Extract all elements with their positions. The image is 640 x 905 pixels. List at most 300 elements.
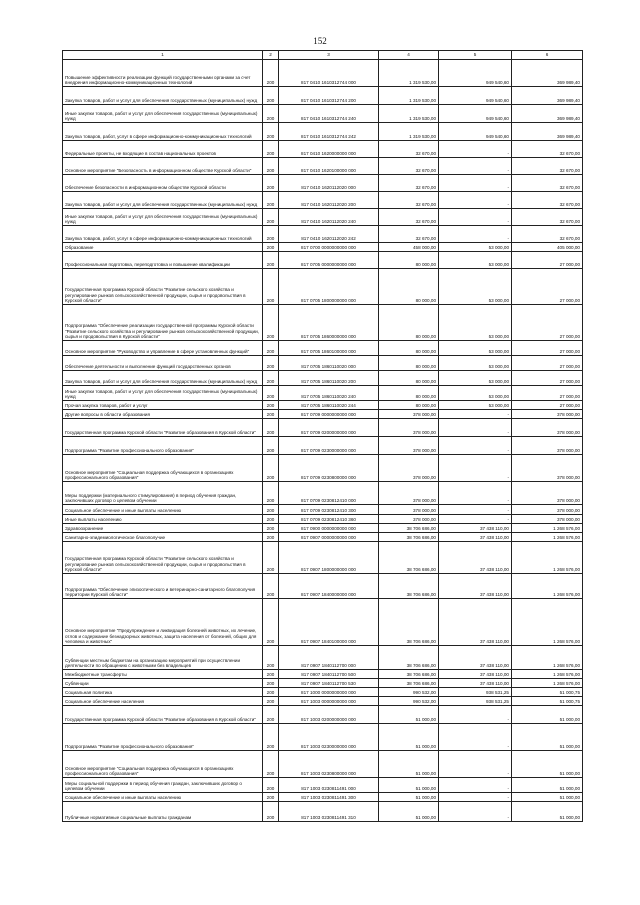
- row-executed-amount-cell: -: [439, 778, 512, 793]
- row-approved-amount-cell: 32 670,00: [379, 141, 439, 158]
- row-executed-amount-cell: 938 531,25: [439, 688, 512, 697]
- row-approved-amount-cell: 38 706 686,00: [379, 533, 439, 542]
- row-classification-code-cell: 817 0705 1860110020 200: [279, 371, 379, 386]
- row-name-cell: Основное мероприятие "Предупреждение и ликвидация болезней животных, их лечение, отлов и содержание безнадзорных животных, защита населения от болезней, общих для человека и животных": [63, 599, 263, 646]
- row-unexecuted-amount-cell: 378 000,00: [512, 515, 583, 524]
- row-unexecuted-amount-cell: 1 268 576,00: [512, 679, 583, 688]
- row-classification-code-cell: 817 0907 1840112700 500: [279, 670, 379, 679]
- row-name-cell: Иные закупки товаров, работ и услуг для обеспечения государственных (муниципальных) нужд: [63, 209, 263, 226]
- row-name-cell: Основное мероприятие "Руководство и управление в сфере установленных функций": [63, 341, 263, 356]
- row-executed-amount-cell: -: [439, 724, 512, 751]
- row-approved-amount-cell: 32 670,00: [379, 158, 439, 175]
- row-executed-amount-cell: -: [439, 802, 512, 822]
- table-row: [63, 252, 583, 269]
- row-name-cell: Образование: [63, 243, 263, 252]
- table-body: [63, 51, 583, 822]
- row-name-cell: Социальное обеспечение и иные выплаты населению: [63, 793, 263, 802]
- row-executed-amount-cell: 53 000,00: [439, 341, 512, 356]
- row-executed-amount-cell: 37 438 110,00: [439, 542, 512, 574]
- row-line-code-cell: 200: [263, 175, 279, 192]
- row-executed-amount-cell: 37 438 110,00: [439, 533, 512, 542]
- row-line-code-cell: 200: [263, 410, 279, 419]
- row-unexecuted-amount-cell: 51 000,75: [512, 688, 583, 697]
- row-unexecuted-amount-cell: 27 000,00: [512, 356, 583, 371]
- table-row: [63, 87, 583, 105]
- row-classification-code-cell: 817 0907 1840112700 000: [279, 646, 379, 670]
- row-classification-code-cell: 817 0709 0230000000 000: [279, 437, 379, 455]
- row-unexecuted-amount-cell: 27 000,00: [512, 269, 583, 305]
- row-line-code-cell: 200: [263, 778, 279, 793]
- row-name-cell: Федеральные проекты, не входящие в состав национальных проектов: [63, 141, 263, 158]
- row-approved-amount-cell: 80 000,00: [379, 371, 439, 386]
- row-unexecuted-amount-cell: 369 989,40: [512, 87, 583, 105]
- row-name-cell: Субвенции местным бюджетам на организацию мероприятий при осуществлении деятельности по обращению с животными без владельцев: [63, 646, 263, 670]
- row-executed-amount-cell: 53 000,00: [439, 252, 512, 269]
- row-unexecuted-amount-cell: 51 000,75: [512, 697, 583, 706]
- row-classification-code-cell: 817 0410 1620112020 240: [279, 209, 379, 226]
- table-row: [63, 455, 583, 482]
- table-row: [63, 706, 583, 724]
- row-unexecuted-amount-cell: 32 670,00: [512, 192, 583, 209]
- row-name-cell: Иные закупки товаров, работ и услуг для обеспечения государственных (муниципальных) нужд: [63, 105, 263, 123]
- table-row: [63, 482, 583, 505]
- row-name-cell: Закупка товаров, работ и услуг для обеспечения государственных (муниципальных) нужд: [63, 87, 263, 105]
- row-executed-amount-cell: 949 540,60: [439, 105, 512, 123]
- table-row: [63, 670, 583, 679]
- row-line-code-cell: 200: [263, 524, 279, 533]
- row-unexecuted-amount-cell: 27 000,00: [512, 305, 583, 341]
- row-approved-amount-cell: 38 706 686,00: [379, 646, 439, 670]
- row-unexecuted-amount-cell: 32 670,00: [512, 226, 583, 243]
- table-row: [63, 158, 583, 175]
- table-row: [63, 697, 583, 706]
- row-executed-amount-cell: 37 438 110,00: [439, 679, 512, 688]
- table-row: [63, 646, 583, 670]
- row-unexecuted-amount-cell: 51 000,00: [512, 751, 583, 778]
- row-unexecuted-amount-cell: 27 000,00: [512, 386, 583, 401]
- row-approved-amount-cell: 990 532,00: [379, 697, 439, 706]
- row-executed-amount-cell: 949 540,60: [439, 60, 512, 87]
- row-approved-amount-cell: 378 000,00: [379, 515, 439, 524]
- row-line-code-cell: 200: [263, 419, 279, 437]
- row-approved-amount-cell: 38 706 686,00: [379, 599, 439, 646]
- row-classification-code-cell: 817 0709 0230812410 300: [279, 505, 379, 515]
- row-approved-amount-cell: 32 670,00: [379, 209, 439, 226]
- table-row: [63, 793, 583, 802]
- row-executed-amount-cell: -: [439, 482, 512, 505]
- row-unexecuted-amount-cell: 369 989,40: [512, 123, 583, 141]
- table-row: [63, 802, 583, 822]
- row-classification-code-cell: 817 0705 1860100000 000: [279, 341, 379, 356]
- row-line-code-cell: 200: [263, 141, 279, 158]
- row-approved-amount-cell: 80 000,00: [379, 269, 439, 305]
- row-name-cell: Социальное обеспечение населения: [63, 697, 263, 706]
- row-executed-amount-cell: 949 540,60: [439, 87, 512, 105]
- row-name-cell: Государственная программа Курской области "Развитие образования в Курской области": [63, 419, 263, 437]
- row-executed-amount-cell: -: [439, 751, 512, 778]
- row-unexecuted-amount-cell: 378 000,00: [512, 437, 583, 455]
- row-approved-amount-cell: 1 319 530,00: [379, 123, 439, 141]
- row-classification-code-cell: 817 0410 1610312744 242: [279, 123, 379, 141]
- row-line-code-cell: 200: [263, 401, 279, 410]
- row-executed-amount-cell: -: [439, 515, 512, 524]
- row-approved-amount-cell: 1 319 530,00: [379, 87, 439, 105]
- row-executed-amount-cell: -: [439, 226, 512, 243]
- table-row: [63, 105, 583, 123]
- row-line-code-cell: 200: [263, 87, 279, 105]
- row-executed-amount-cell: -: [439, 175, 512, 192]
- row-name-cell: Государственная программа Курской области "Развитие образования в Курской области": [63, 706, 263, 724]
- row-unexecuted-amount-cell: 51 000,00: [512, 778, 583, 793]
- table-row: [63, 524, 583, 533]
- row-line-code-cell: 200: [263, 793, 279, 802]
- row-unexecuted-amount-cell: 32 670,00: [512, 141, 583, 158]
- row-executed-amount-cell: 37 438 110,00: [439, 524, 512, 533]
- row-name-cell: Обеспечение безопасности в информационном обществе Курской области: [63, 175, 263, 192]
- row-executed-amount-cell: 37 438 110,00: [439, 599, 512, 646]
- row-executed-amount-cell: 938 531,25: [439, 697, 512, 706]
- table-row: [63, 141, 583, 158]
- row-executed-amount-cell: -: [439, 706, 512, 724]
- row-line-code-cell: 200: [263, 305, 279, 341]
- table-row: [63, 505, 583, 515]
- row-classification-code-cell: 817 1003 0230811491 300: [279, 793, 379, 802]
- row-executed-amount-cell: -: [439, 419, 512, 437]
- row-classification-code-cell: 817 0709 0230812410 000: [279, 482, 379, 505]
- row-unexecuted-amount-cell: 405 000,00: [512, 243, 583, 252]
- row-name-cell: Подпрограмма "Развитие профессионального образования": [63, 437, 263, 455]
- row-name-cell: Санитарно-эпидемиологическое благополучие: [63, 533, 263, 542]
- table-row: [63, 123, 583, 141]
- row-line-code-cell: 200: [263, 802, 279, 822]
- table-row: [63, 371, 583, 386]
- header-col-4: 4: [379, 51, 439, 60]
- row-approved-amount-cell: 80 000,00: [379, 401, 439, 410]
- row-line-code-cell: 200: [263, 697, 279, 706]
- row-approved-amount-cell: 378 000,00: [379, 437, 439, 455]
- row-classification-code-cell: 817 0907 1840100000 000: [279, 599, 379, 646]
- row-unexecuted-amount-cell: 1 268 576,00: [512, 599, 583, 646]
- row-name-cell: Государственная программа Курской области "Развитие сельского хозяйства и регулирование рынков сельскохозяйственной продукции, сырья и продовольствия в Курской области": [63, 269, 263, 305]
- row-classification-code-cell: 817 0907 1800000000 000: [279, 542, 379, 574]
- table-row: [63, 192, 583, 209]
- row-classification-code-cell: 817 0709 0230812410 360: [279, 515, 379, 524]
- row-name-cell: Подпрограмма "Обеспечение реализации государственной программы Курской области "Развитие сельского хозяйства и регулирование рынков сельскохозяйственной продукции, сырья и продовольствия в Курской области": [63, 305, 263, 341]
- table-row: [63, 175, 583, 192]
- row-classification-code-cell: 817 0705 1800000000 000: [279, 269, 379, 305]
- row-unexecuted-amount-cell: 378 000,00: [512, 505, 583, 515]
- row-executed-amount-cell: -: [439, 505, 512, 515]
- row-approved-amount-cell: 51 000,00: [379, 751, 439, 778]
- table-row: [63, 60, 583, 87]
- row-executed-amount-cell: -: [439, 437, 512, 455]
- row-classification-code-cell: 817 0705 1860000000 000: [279, 305, 379, 341]
- row-executed-amount-cell: 53 000,00: [439, 243, 512, 252]
- row-name-cell: Меры поддержки (материального стимулирования) в период обучения граждан, заключивших договор о целевом обучении: [63, 482, 263, 505]
- row-approved-amount-cell: 51 000,00: [379, 724, 439, 751]
- table-row: [63, 341, 583, 356]
- row-approved-amount-cell: 80 000,00: [379, 386, 439, 401]
- row-line-code-cell: 200: [263, 533, 279, 542]
- row-approved-amount-cell: 51 000,00: [379, 706, 439, 724]
- table-row: [63, 419, 583, 437]
- row-classification-code-cell: 817 0907 1840112700 530: [279, 679, 379, 688]
- row-unexecuted-amount-cell: 369 989,40: [512, 105, 583, 123]
- row-classification-code-cell: 817 0410 1610312744 200: [279, 87, 379, 105]
- row-executed-amount-cell: -: [439, 410, 512, 419]
- row-executed-amount-cell: 37 438 110,00: [439, 670, 512, 679]
- table-row: [63, 356, 583, 371]
- row-line-code-cell: 200: [263, 341, 279, 356]
- table-row: [63, 410, 583, 419]
- row-executed-amount-cell: 53 000,00: [439, 401, 512, 410]
- row-line-code-cell: 200: [263, 226, 279, 243]
- budget-execution-table: [62, 50, 583, 822]
- row-line-code-cell: 200: [263, 515, 279, 524]
- row-name-cell: Другие вопросы в области образования: [63, 410, 263, 419]
- row-line-code-cell: 200: [263, 243, 279, 252]
- table-row: [63, 243, 583, 252]
- row-name-cell: Основное мероприятие "Безопасность в информационном обществе Курской области": [63, 158, 263, 175]
- row-unexecuted-amount-cell: 1 268 576,00: [512, 542, 583, 574]
- table-row: [63, 542, 583, 574]
- row-classification-code-cell: 817 0410 1610312744 000: [279, 60, 379, 87]
- row-classification-code-cell: 817 0709 0230800000 000: [279, 455, 379, 482]
- row-unexecuted-amount-cell: 32 670,00: [512, 158, 583, 175]
- row-approved-amount-cell: 990 532,00: [379, 688, 439, 697]
- row-line-code-cell: 200: [263, 60, 279, 87]
- row-classification-code-cell: 817 0410 1620112020 000: [279, 175, 379, 192]
- row-approved-amount-cell: 378 000,00: [379, 419, 439, 437]
- row-executed-amount-cell: 37 438 110,00: [439, 646, 512, 670]
- row-unexecuted-amount-cell: 51 000,00: [512, 802, 583, 822]
- row-line-code-cell: 200: [263, 724, 279, 751]
- row-line-code-cell: 200: [263, 599, 279, 646]
- row-name-cell: Закупка товаров, работ и услуг для обеспечения государственных (муниципальных) нужд: [63, 192, 263, 209]
- row-approved-amount-cell: 1 319 530,00: [379, 105, 439, 123]
- row-line-code-cell: 200: [263, 356, 279, 371]
- row-executed-amount-cell: 53 000,00: [439, 356, 512, 371]
- row-name-cell: Подпрограмма "Обеспечение эпизоотического и ветеринарно-санитарного благополучия территории Курской области": [63, 574, 263, 599]
- row-classification-code-cell: 817 0410 1610312744 240: [279, 105, 379, 123]
- page-number: 152: [313, 36, 327, 46]
- table-row: [63, 226, 583, 243]
- row-executed-amount-cell: -: [439, 158, 512, 175]
- row-name-cell: Закупка товаров, работ и услуг для обеспечения государственных (муниципальных) нужд: [63, 371, 263, 386]
- row-approved-amount-cell: 38 706 686,00: [379, 670, 439, 679]
- row-name-cell: Социальное обеспечение и иные выплаты населению: [63, 505, 263, 515]
- row-approved-amount-cell: 378 000,00: [379, 410, 439, 419]
- row-approved-amount-cell: 38 706 686,00: [379, 574, 439, 599]
- row-approved-amount-cell: 1 319 530,00: [379, 60, 439, 87]
- row-line-code-cell: 200: [263, 646, 279, 670]
- row-line-code-cell: 200: [263, 209, 279, 226]
- table-row: [63, 305, 583, 341]
- row-line-code-cell: 200: [263, 123, 279, 141]
- row-executed-amount-cell: -: [439, 455, 512, 482]
- table-row: [63, 574, 583, 599]
- row-line-code-cell: 200: [263, 542, 279, 574]
- row-line-code-cell: 200: [263, 688, 279, 697]
- row-name-cell: Прочая закупка товаров, работ и услуг: [63, 401, 263, 410]
- table-row: [63, 515, 583, 524]
- row-unexecuted-amount-cell: 51 000,00: [512, 793, 583, 802]
- table-row: [63, 778, 583, 793]
- row-unexecuted-amount-cell: 27 000,00: [512, 371, 583, 386]
- table-row: [63, 533, 583, 542]
- row-line-code-cell: 200: [263, 751, 279, 778]
- row-approved-amount-cell: 378 000,00: [379, 482, 439, 505]
- row-classification-code-cell: 817 1003 0230811491 000: [279, 778, 379, 793]
- row-unexecuted-amount-cell: 378 000,00: [512, 419, 583, 437]
- row-name-cell: Основное мероприятие "Социальная поддержка обучающихся в организациях профессионального образования": [63, 455, 263, 482]
- row-name-cell: Межбюджетные трансферты: [63, 670, 263, 679]
- row-line-code-cell: 200: [263, 455, 279, 482]
- row-executed-amount-cell: 53 000,00: [439, 305, 512, 341]
- row-unexecuted-amount-cell: 27 000,00: [512, 341, 583, 356]
- row-approved-amount-cell: 51 000,00: [379, 778, 439, 793]
- row-executed-amount-cell: 37 438 110,00: [439, 574, 512, 599]
- row-line-code-cell: 200: [263, 679, 279, 688]
- header-col-1: 1: [63, 51, 263, 60]
- table-row: [63, 269, 583, 305]
- row-approved-amount-cell: 458 000,00: [379, 243, 439, 252]
- row-unexecuted-amount-cell: 27 000,00: [512, 401, 583, 410]
- header-col-2: 2: [263, 51, 279, 60]
- row-classification-code-cell: 817 0907 1840000000 000: [279, 574, 379, 599]
- row-approved-amount-cell: 38 706 686,00: [379, 524, 439, 533]
- row-approved-amount-cell: 80 000,00: [379, 356, 439, 371]
- table-row: [63, 386, 583, 401]
- row-unexecuted-amount-cell: 27 000,00: [512, 252, 583, 269]
- row-classification-code-cell: 817 1003 0230811491 310: [279, 802, 379, 822]
- row-classification-code-cell: 817 0410 1620112020 242: [279, 226, 379, 243]
- row-executed-amount-cell: 53 000,00: [439, 371, 512, 386]
- row-executed-amount-cell: 949 540,60: [439, 123, 512, 141]
- row-approved-amount-cell: 378 000,00: [379, 505, 439, 515]
- row-approved-amount-cell: 32 670,00: [379, 175, 439, 192]
- row-unexecuted-amount-cell: 1 268 576,00: [512, 533, 583, 542]
- row-unexecuted-amount-cell: 378 000,00: [512, 410, 583, 419]
- row-name-cell: Субвенции: [63, 679, 263, 688]
- row-approved-amount-cell: 32 670,00: [379, 226, 439, 243]
- row-classification-code-cell: 817 0907 0000000000 000: [279, 533, 379, 542]
- table-row: [63, 599, 583, 646]
- row-name-cell: Здравоохранение: [63, 524, 263, 533]
- row-classification-code-cell: 817 0709 0200000000 000: [279, 419, 379, 437]
- row-unexecuted-amount-cell: 1 268 576,00: [512, 646, 583, 670]
- row-classification-code-cell: 817 0410 1620000000 000: [279, 141, 379, 158]
- row-line-code-cell: 200: [263, 574, 279, 599]
- row-approved-amount-cell: 378 000,00: [379, 455, 439, 482]
- row-unexecuted-amount-cell: 378 000,00: [512, 482, 583, 505]
- row-line-code-cell: 200: [263, 192, 279, 209]
- row-approved-amount-cell: 38 706 686,00: [379, 679, 439, 688]
- row-line-code-cell: 200: [263, 269, 279, 305]
- row-unexecuted-amount-cell: 32 670,00: [512, 209, 583, 226]
- row-classification-code-cell: 817 0410 1620112020 200: [279, 192, 379, 209]
- row-name-cell: Государственная программа Курской области "Развитие сельского хозяйства и регулирование рынков сельскохозяйственной продукции, сырья и продовольствия в Курской области": [63, 542, 263, 574]
- row-classification-code-cell: 817 1003 0230800000 000: [279, 751, 379, 778]
- row-name-cell: Закупка товаров, работ, услуг в сфере информационно-коммуникационных технологий: [63, 123, 263, 141]
- row-line-code-cell: 200: [263, 252, 279, 269]
- row-classification-code-cell: 817 0410 1620100000 000: [279, 158, 379, 175]
- row-classification-code-cell: 817 0900 0000000000 000: [279, 524, 379, 533]
- row-line-code-cell: 200: [263, 505, 279, 515]
- row-name-cell: Основное мероприятие "Социальная поддержка обучающихся в организациях профессионального образования": [63, 751, 263, 778]
- row-classification-code-cell: 817 1000 0000000000 000: [279, 688, 379, 697]
- row-name-cell: Социальная политика: [63, 688, 263, 697]
- row-line-code-cell: 200: [263, 706, 279, 724]
- table-row: [63, 679, 583, 688]
- row-line-code-cell: 200: [263, 158, 279, 175]
- table-row: [63, 751, 583, 778]
- row-unexecuted-amount-cell: 51 000,00: [512, 724, 583, 751]
- row-classification-code-cell: 817 0705 0000000000 000: [279, 252, 379, 269]
- row-unexecuted-amount-cell: 378 000,00: [512, 455, 583, 482]
- row-line-code-cell: 200: [263, 386, 279, 401]
- row-name-cell: Иные закупки товаров, работ и услуг для обеспечения государственных (муниципальных) нужд: [63, 386, 263, 401]
- row-executed-amount-cell: -: [439, 793, 512, 802]
- row-name-cell: Меры социальной поддержки в период обучения граждан, заключивших договор о целевом обучении: [63, 778, 263, 793]
- row-executed-amount-cell: -: [439, 192, 512, 209]
- row-unexecuted-amount-cell: 369 989,40: [512, 60, 583, 87]
- row-approved-amount-cell: 51 000,00: [379, 793, 439, 802]
- table-row: [63, 437, 583, 455]
- row-approved-amount-cell: 80 000,00: [379, 252, 439, 269]
- row-approved-amount-cell: 80 000,00: [379, 305, 439, 341]
- row-classification-code-cell: 817 0705 1860110020 000: [279, 356, 379, 371]
- table-row: [63, 209, 583, 226]
- table-row: [63, 688, 583, 697]
- header-col-5: 5: [439, 51, 512, 60]
- row-line-code-cell: 200: [263, 105, 279, 123]
- row-name-cell: Повышение эффективности реализации функций государственными органами за счет внедрения информационно-коммуникационных технологий: [63, 60, 263, 87]
- row-name-cell: Публичные нормативные социальные выплаты гражданам: [63, 802, 263, 822]
- header-col-3: 3: [279, 51, 379, 60]
- row-unexecuted-amount-cell: 1 268 576,00: [512, 574, 583, 599]
- table-row: [63, 724, 583, 751]
- row-approved-amount-cell: 80 000,00: [379, 341, 439, 356]
- row-classification-code-cell: 817 0709 0000000000 000: [279, 410, 379, 419]
- row-name-cell: Закупка товаров, работ, услуг в сфере информационно-коммуникационных технологий: [63, 226, 263, 243]
- row-approved-amount-cell: 38 706 686,00: [379, 542, 439, 574]
- row-approved-amount-cell: 51 000,00: [379, 802, 439, 822]
- row-approved-amount-cell: 32 670,00: [379, 192, 439, 209]
- row-classification-code-cell: 817 1003 0230000000 000: [279, 724, 379, 751]
- header-col-6: 6: [512, 51, 583, 60]
- row-line-code-cell: 200: [263, 437, 279, 455]
- row-classification-code-cell: 817 0700 0000000000 000: [279, 243, 379, 252]
- row-executed-amount-cell: -: [439, 141, 512, 158]
- row-line-code-cell: 200: [263, 482, 279, 505]
- row-name-cell: Подпрограмма "Развитие профессионального образования": [63, 724, 263, 751]
- table-row: [63, 401, 583, 410]
- row-classification-code-cell: 817 0705 1860110020 240: [279, 386, 379, 401]
- table-header-row: [63, 51, 583, 60]
- row-unexecuted-amount-cell: 1 268 576,00: [512, 524, 583, 533]
- row-unexecuted-amount-cell: 32 670,00: [512, 175, 583, 192]
- row-classification-code-cell: 817 0705 1860110020 244: [279, 401, 379, 410]
- row-name-cell: Профессиональная подготовка, переподготовка и повышение квалификации: [63, 252, 263, 269]
- row-line-code-cell: 200: [263, 670, 279, 679]
- row-name-cell: Обеспечение деятельности и выполнение функций государственных органов: [63, 356, 263, 371]
- row-name-cell: Иные выплаты населению: [63, 515, 263, 524]
- row-executed-amount-cell: 53 000,00: [439, 269, 512, 305]
- row-classification-code-cell: 817 1003 0000000000 000: [279, 697, 379, 706]
- row-line-code-cell: 200: [263, 371, 279, 386]
- row-unexecuted-amount-cell: 1 268 576,00: [512, 670, 583, 679]
